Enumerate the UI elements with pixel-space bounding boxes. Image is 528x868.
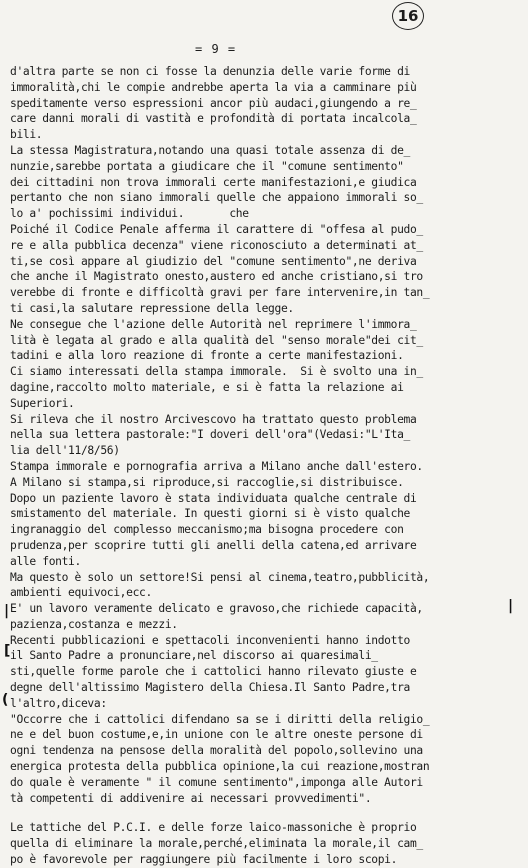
text-line: Ma questo è solo un settore!Si pensi al cinema,teatro,pubblicità, bbox=[10, 570, 430, 584]
text-line: nunzie,sarebbe portata a giudicare che il "comune sentimento" bbox=[10, 159, 404, 173]
text-line: prudenza,per scoprire tutti gli anelli della catena,ed arrivare bbox=[10, 538, 417, 552]
text-line: E' un lavoro veramente delicato e gravoso,che richiede capacità, bbox=[10, 602, 423, 616]
margin-mark: | bbox=[508, 598, 514, 614]
text-line: Stampa immorale e pornografia arriva a Milano anche dall'estero. bbox=[10, 459, 423, 473]
text-line: ingranaggio del complesso meccanismo;ma bisogna procedere con bbox=[10, 523, 404, 537]
text-line: pertanto che non siano immorali quelle che appaiono immorali so_ bbox=[10, 191, 423, 205]
text-line: tà competenti di addivenire ai necessari provvedimenti". bbox=[10, 791, 372, 805]
text-line: pazienza,costanza e mezzi. bbox=[10, 617, 178, 631]
text-line: l'altro,diceva: bbox=[10, 696, 107, 710]
text-line: care danni morali di vastità e profondità di portata incalcola_ bbox=[10, 112, 417, 126]
text-line: Ne consegue che l'azione delle Autorità nel reprimere l'immora_ bbox=[10, 317, 417, 331]
text-line: Ci siamo interessati della stampa immorale. Si è svolto una in_ bbox=[10, 365, 423, 379]
text-line: A Milano si stampa,si riproduce,si raccoglie,si distribuisce. bbox=[10, 475, 404, 489]
text-line: smistamento del materiale. In questi giorni si è visto qualche bbox=[10, 507, 410, 521]
text-line: d'altra parte se non ci fosse la denunzia delle varie forme di bbox=[10, 65, 410, 78]
text-line: alle fonti. bbox=[10, 554, 81, 568]
text-line bbox=[10, 806, 520, 820]
text-line: Recenti pubblicazioni e spettacoli inconvenienti hanno indotto bbox=[10, 633, 410, 647]
text-line: ti,se così appare al giudizio del "comune sentimento",ne deriva bbox=[10, 254, 417, 268]
text-line: lia dell'11/8/56) bbox=[10, 444, 120, 458]
text-line: La stessa Magistratura,notando una quasi totale assenza di de_ bbox=[10, 143, 410, 157]
text-line: Poiché il Codice Penale afferma il carattere di "offesa al pudo_ bbox=[10, 222, 423, 236]
text-line: speditamente verso espressioni ancor più audaci,giungendo a re_ bbox=[10, 96, 417, 110]
text-line: dei cittadini non trova immorali certe manifestazioni,e giudica bbox=[10, 175, 417, 189]
text-line: re e alla pubblica decenza" viene riconosciuto a determinati at_ bbox=[10, 238, 423, 252]
margin-mark: | bbox=[4, 603, 10, 619]
text-line: tadini e alla loro reazione di fronte a certe manifestazioni. bbox=[10, 349, 404, 363]
text-line: immoralità,chi le compie andrebbe aperta la via a camminare più bbox=[10, 80, 417, 94]
text-line: do quale è veramente " il comune sentimento",imponga alle Autori bbox=[10, 775, 423, 789]
text-line: po è favorevole per raggiungere più facilmente i loro scopi. bbox=[10, 853, 398, 867]
text-line: Si rileva che il nostro Arcivescovo ha trattato questo problema bbox=[10, 412, 417, 426]
text-line: verebbe di fronte e difficoltà gravi per fare intervenire,in tan_ bbox=[10, 286, 430, 300]
text-line: ogni tendenza na pensose della moralità del popolo,sollevino una bbox=[10, 744, 423, 758]
text-line: Superiori. bbox=[10, 396, 75, 410]
text-line: degne dell'altissimo Magistero della Chiesa.Il Santo Padre,tra bbox=[10, 681, 410, 695]
text-line: Le tattiche del P.C.I. e delle forze laico-massoniche è proprio bbox=[10, 821, 417, 835]
text-line: il Santo Padre a pronunciare,nel discorso ai quaresimali_ bbox=[10, 649, 378, 663]
text-line: dagine,raccolto molto materiale, e si è fatta la relazione ai bbox=[10, 380, 404, 394]
typed-page-number: = 9 = bbox=[195, 42, 237, 56]
text-line: ambienti equivoci,ecc. bbox=[10, 586, 152, 600]
text-line: che anche il Magistrato onesto,austero ed anche cristiano,si tro bbox=[10, 270, 423, 284]
text-line: ne e del buon costume,e,in unione con le altre oneste persone di bbox=[10, 728, 423, 742]
text-line: lità è legata al grado e alla qualità del "senso morale"dei cit_ bbox=[10, 333, 423, 347]
margin-mark: ( bbox=[2, 692, 9, 708]
text-line: quella di eliminare la morale,perché,eliminata la morale,il cam_ bbox=[10, 837, 423, 851]
margin-mark: [ bbox=[4, 643, 11, 659]
text-line: "Occorre che i cattolici difendano sa se i diritti della religio_ bbox=[10, 712, 430, 726]
body-text bbox=[10, 64, 520, 868]
text-line: lo a' pochissimi individui. che bbox=[10, 207, 249, 221]
text-line: energica protesta della pubblica opinione,la cui reazione,mostran bbox=[10, 760, 430, 774]
handwritten-page-number: 16 bbox=[392, 2, 424, 30]
text-line: bili. bbox=[10, 128, 43, 142]
text-line: Dopo un paziente lavoro è stata individuata qualche centrale di bbox=[10, 491, 417, 505]
text-line: sti,quelle forme parole che i cattolici hanno rilevato giuste e bbox=[10, 665, 417, 679]
text-line: ti casi,la salutare repressione della legge. bbox=[10, 301, 294, 315]
text-line: nella sua lettera pastorale:"I doveri dell'ora"(Vedasi:"L'Ita_ bbox=[10, 428, 410, 442]
